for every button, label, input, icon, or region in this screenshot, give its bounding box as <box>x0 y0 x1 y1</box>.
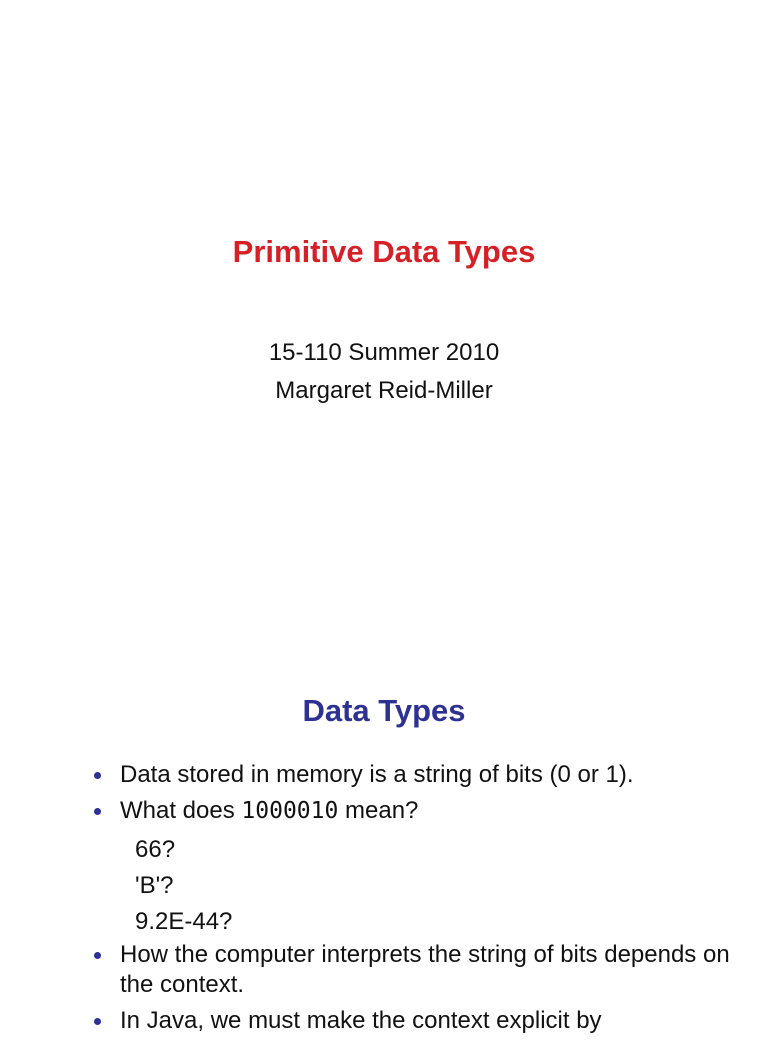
bullet-item <box>90 1006 730 1036</box>
sub-value-item: 66? <box>135 836 176 863</box>
course-subtitle: 15-110 Summer 2010 <box>268 339 500 366</box>
bullet-text: How the computer interprets the string of bits depends on the context. <box>120 941 730 998</box>
binary-code: 1000010 <box>241 798 339 824</box>
sub-value-list <box>60 832 730 940</box>
bullet-text-prefix: What does <box>120 797 242 824</box>
presentation-title: Primitive Data Types <box>232 234 536 269</box>
bullet-icon <box>94 808 101 815</box>
bullet-text: Data stored in memory is a string of bits (0 or 1). <box>120 761 634 788</box>
sub-value-item: 'B'? <box>135 872 174 899</box>
bullet-text: In Java, we must make the context explicit by <box>120 1007 602 1034</box>
data-types-slide <box>0 576 768 1034</box>
bullet-list <box>90 760 730 1042</box>
bullet-text-suffix: mean? <box>338 797 419 824</box>
bullet-icon <box>94 952 101 959</box>
bullet-item <box>90 796 730 826</box>
sub-value-item: 9.2E-44? <box>135 908 233 935</box>
author-name: Margaret Reid-Miller <box>275 377 493 404</box>
value-options <box>60 832 730 940</box>
bullet-item <box>90 940 730 1000</box>
bullet-icon <box>94 772 101 779</box>
bullet-item <box>90 760 730 790</box>
slide-title: Data Types <box>302 693 466 728</box>
